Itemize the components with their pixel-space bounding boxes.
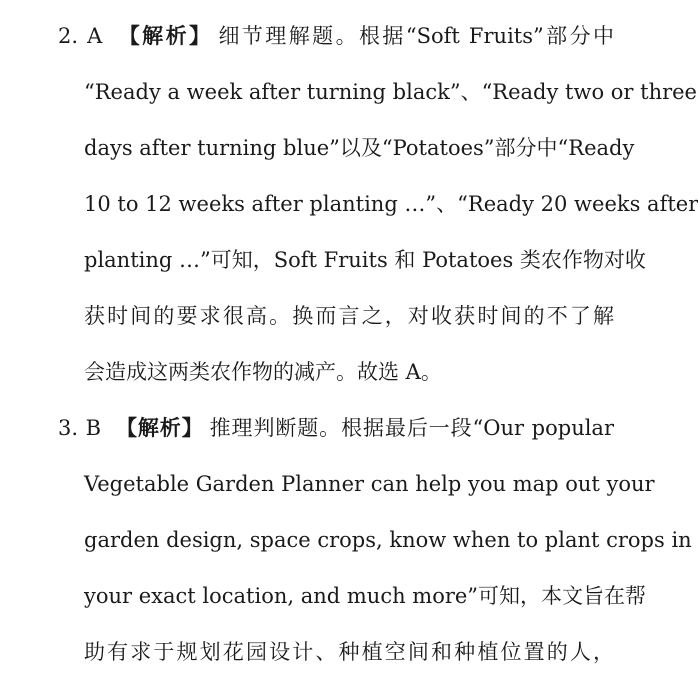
item-3-line-1 xyxy=(58,408,614,448)
item-3-analysis-tag: 【解析】 xyxy=(115,415,204,440)
item-2-analysis-tag: 【解析】 xyxy=(116,23,213,48)
item-2-text-1: 细节理解题。根据“Soft Fruits”部分中 xyxy=(218,24,615,48)
item-3-text-1: 推理判断题。根据最后一段“Our popular xyxy=(209,416,614,440)
item-3-line-3: garden design, space crops, know when to plant crops in xyxy=(84,528,692,552)
item-2-line-6: 获时间的要求很高。换而言之，对收获时间的不了解 xyxy=(84,304,614,328)
item-2-line-5: planting …”可知，Soft Fruits 和 Potatoes 类农作物对收 xyxy=(84,248,646,272)
item-2-line-7: 会造成这两类农作物的减产。故选 A。 xyxy=(84,360,442,384)
item-3-number: 3. B xyxy=(58,416,102,440)
item-3-line-4: your exact location, and much more”可知，本文旨在帮 xyxy=(84,584,647,608)
item-2-line-1 xyxy=(58,16,614,56)
item-3-line-5: 助有求于规划花园设计、种植空间和种植位置的人， xyxy=(84,640,614,664)
item-2-number: 2. A xyxy=(58,24,103,48)
item-2-line-3: days after turning blue”以及“Potatoes”部分中“Ready xyxy=(84,136,635,160)
item-2-line-4: 10 to 12 weeks after planting …”、“Ready 20 weeks after xyxy=(84,192,698,216)
item-2-line-2: “Ready a week after turning black”、“Ready two or three xyxy=(84,80,697,104)
item-3-line-2: Vegetable Garden Planner can help you map out your xyxy=(84,472,655,496)
